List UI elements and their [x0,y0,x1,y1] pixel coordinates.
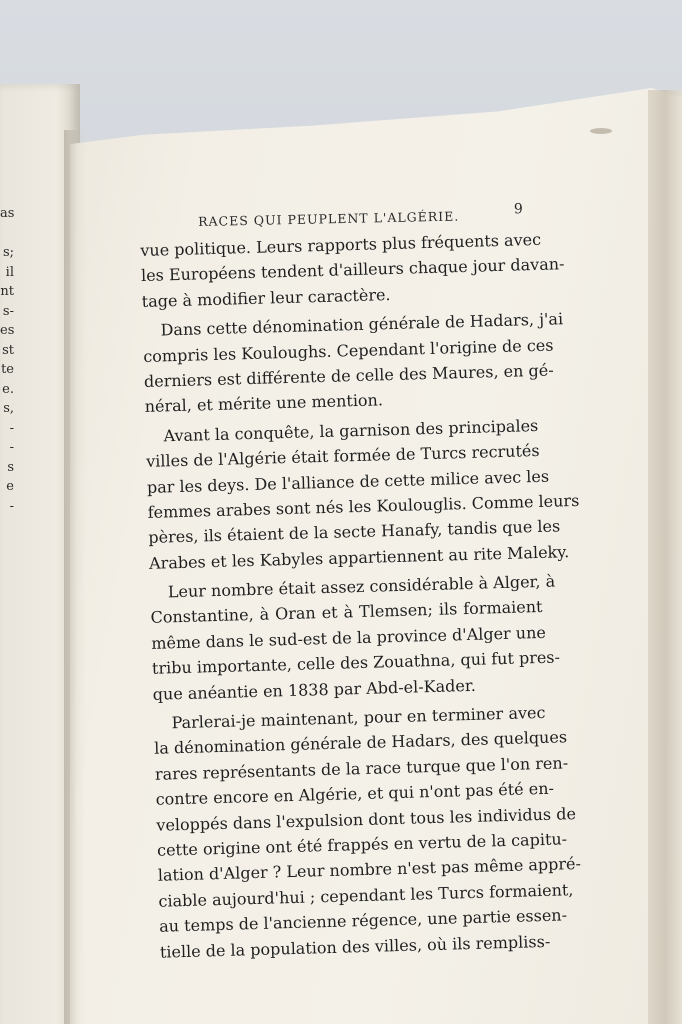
page-edge [648,90,682,1024]
text-line: vue politique. Leurs rapports plus fréquents avec [140,229,542,260]
text-line: rares représentants de la race turque que l'on ren- [154,753,569,784]
text-line: tage à modifier leur caractère. [141,284,391,311]
text-line: Parlerai-je maintenant, pour en terminer avec [171,702,546,733]
text-line: même dans le sud-est de la province d'Alger une [151,622,547,653]
left-fragment: - [9,440,14,455]
paragraph [140,227,565,314]
text-line: pères, ils étaient de la secte Hanafy, tandis que les [148,516,561,548]
text-line: néral, et mérite une mention. [144,390,384,417]
left-fragment: te [1,362,14,377]
text-line: tribu importante, celle des Zouathna, qui fut pres- [151,647,561,679]
left-fragment: as [0,206,14,221]
paragraph [145,413,580,576]
running-head-title: RACES QUI PEUPLENT L'ALGÉRIE. [198,208,460,229]
paragraph [142,307,564,419]
left-fragment: - [9,498,14,514]
text-line: au temps de l'ancienne régence, une partie essen- [158,905,568,936]
text-line: ciable aujourd'hui ; cependant les Turcs formaient, [158,879,574,911]
paragraph [153,700,582,965]
left-fragment: s, [3,401,14,416]
left-fragment: nt [0,284,14,299]
paragraph [150,569,561,707]
book-gutter [64,130,86,1024]
text-line: les Européens tendent d'ailleurs chaque jour davan- [140,254,565,286]
text-line: femmes arabes sont nés les Koulouglis. Comme leurs [147,490,580,522]
page-number: 9 [513,201,525,218]
text-line: contre encore en Algérie, et qui n'ont pas été en- [155,778,555,809]
text-line: Avant la conquête, la garnison des principales [163,415,539,446]
paper-stain [590,128,612,134]
left-fragment: s [7,459,14,475]
left-fragment: - [9,420,14,436]
left-fragment: s- [2,303,14,319]
text-line: Leur nombre était assez considérable à Alger, à [167,571,556,602]
text-line: que anéantie en 1838 par Abd-el-Kader. [152,675,477,704]
text-line: derniers est différente de celle des Maures, en gé- [143,360,554,391]
left-fragment: es [0,323,14,338]
body-text [140,227,582,965]
text-line: lation d'Alger ? Leur nombre n'est pas même appré- [157,854,582,886]
text-line: la dénomination générale de Hadars, des quelques [154,727,568,759]
left-fragment: e [6,479,14,494]
text-line: veloppés dans l'expulsion dont tous les individus de [156,803,577,835]
text-line: Arabes et les Kabyles appartiennent au rite Maleky. [148,541,570,573]
left-fragment [0,224,14,244]
text-line: Dans cette dénomination générale de Hadars, j'ai [160,309,564,340]
left-fragment: s; [2,245,14,260]
text-line: tielle de la population des villes, où ils rempliss- [159,931,551,962]
text-line: par les deys. De l'alliance de cette milice avec les [146,466,550,497]
text-line: villes de l'Algérie était formée de Turcs recrutés [145,441,540,472]
text-line: cette origine ont été frappés en vertu de la capitu- [156,829,568,860]
text-line: Constantine, à Oran et à Tlemsen; ils formaient [150,597,543,628]
left-fragment: e. [2,381,14,397]
left-fragment: il [5,264,14,280]
left-page-text-fragments [0,204,14,516]
text-line: compris les Kouloughs. Cependant l'origine de ces [143,335,554,366]
left-fragment: st [2,342,14,358]
